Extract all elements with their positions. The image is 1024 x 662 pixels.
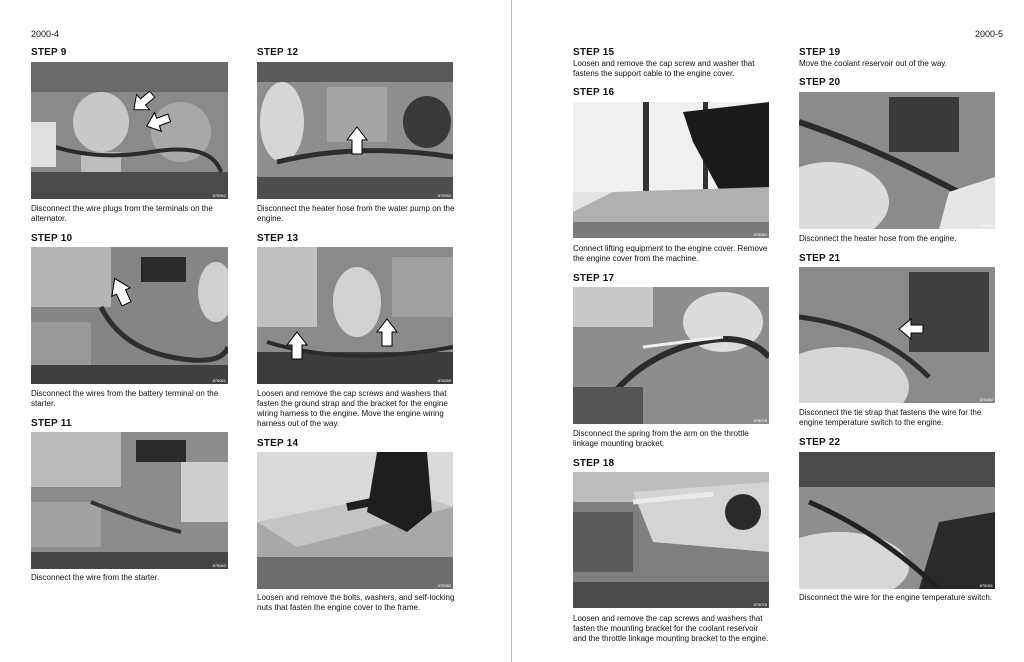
step-18-photo	[573, 472, 769, 608]
step-13-photo	[257, 247, 453, 384]
step-22-photo	[799, 452, 995, 589]
step-21-title: STEP 21	[799, 253, 841, 264]
step-11-caption: Disconnect the wire from the starter.	[31, 573, 160, 582]
step-12-caption: Disconnect the heater hose from the water pump on the engine.	[257, 204, 455, 223]
step-11-photo	[31, 432, 228, 569]
page-number-left: 2000-4	[31, 29, 60, 39]
step-19-caption: Move the coolant reservoir out of the way.	[799, 59, 947, 68]
step-12-photo	[257, 62, 453, 199]
step-14-caption: Loosen and remove the bolts, washers, and self-locking nuts that fasten the engine cover to the frame.	[257, 593, 455, 612]
figure-number: 875083	[437, 583, 451, 588]
step-16-caption: Connect lifting equipment to the engine cover. Remove the engine cover from the machine.	[573, 244, 768, 263]
step-15-caption: Loosen and remove the cap screw and washer that fastens the support cable to the engine cover.	[573, 59, 755, 78]
step-11-title: STEP 11	[31, 418, 72, 429]
figure-number: 875062	[212, 193, 226, 198]
step-10-photo	[31, 247, 228, 384]
step-10-title: STEP 10	[31, 233, 73, 244]
step-17-title: STEP 17	[573, 273, 615, 284]
step-16-title: STEP 16	[573, 87, 615, 98]
step-22-caption: Disconnect the wire for the engine temperature switch.	[799, 593, 992, 602]
figure-number: 875084	[753, 232, 767, 237]
step-18-caption: Loosen and remove the cap screws and washers that fasten the mounting bracket for the coolant reservoir and the throttle linkage mounting bracket to the engine.	[573, 614, 769, 643]
step-9-caption: Disconnect the wire plugs from the terminals on the alternator.	[31, 204, 213, 223]
step-20-caption: Disconnect the heater hose from the engine.	[799, 234, 957, 243]
figure-number: 875081	[979, 583, 993, 588]
right-page	[512, 0, 1024, 662]
figure-number: 875061	[212, 378, 226, 383]
figure-number: 875071	[979, 223, 993, 228]
step-13-title: STEP 13	[257, 233, 299, 244]
step-15-title: STEP 15	[573, 47, 615, 58]
step-12-title: STEP 12	[257, 47, 299, 58]
figure-number: 875076	[753, 602, 767, 607]
figure-number: 875063	[212, 563, 226, 568]
page-number-right: 2000-5	[974, 29, 1003, 39]
figure-number: 875059	[437, 378, 451, 383]
step-22-title: STEP 22	[799, 437, 841, 448]
step-17-caption: Disconnect the spring from the arm on the throttle linkage mounting bracket.	[573, 429, 749, 448]
step-17-photo	[573, 287, 769, 424]
step-18-title: STEP 18	[573, 458, 615, 469]
figure-number: 875060	[437, 193, 451, 198]
step-21-photo	[799, 267, 995, 403]
step-9-title: STEP 9	[31, 47, 67, 58]
step-14-photo	[257, 452, 453, 589]
step-9-photo	[31, 62, 228, 199]
step-13-caption: Loosen and remove the cap screws and washers that fasten the ground strap and the bracket for the engine wiring harness to the engine. Move the engine wiring harness out of the way.	[257, 389, 448, 428]
step-16-photo	[573, 102, 769, 238]
left-page	[0, 0, 511, 662]
step-10-caption: Disconnect the wires from the battery terminal on the starter.	[31, 389, 219, 408]
step-14-title: STEP 14	[257, 438, 299, 449]
step-20-title: STEP 20	[799, 77, 841, 88]
step-19-title: STEP 19	[799, 47, 841, 58]
step-21-caption: Disconnect the tie strap that fastens the wire for the engine temperature switch to the engine.	[799, 408, 982, 427]
figure-number: 875078	[753, 418, 767, 423]
figure-number: 875082	[979, 397, 993, 402]
step-20-photo	[799, 92, 995, 229]
